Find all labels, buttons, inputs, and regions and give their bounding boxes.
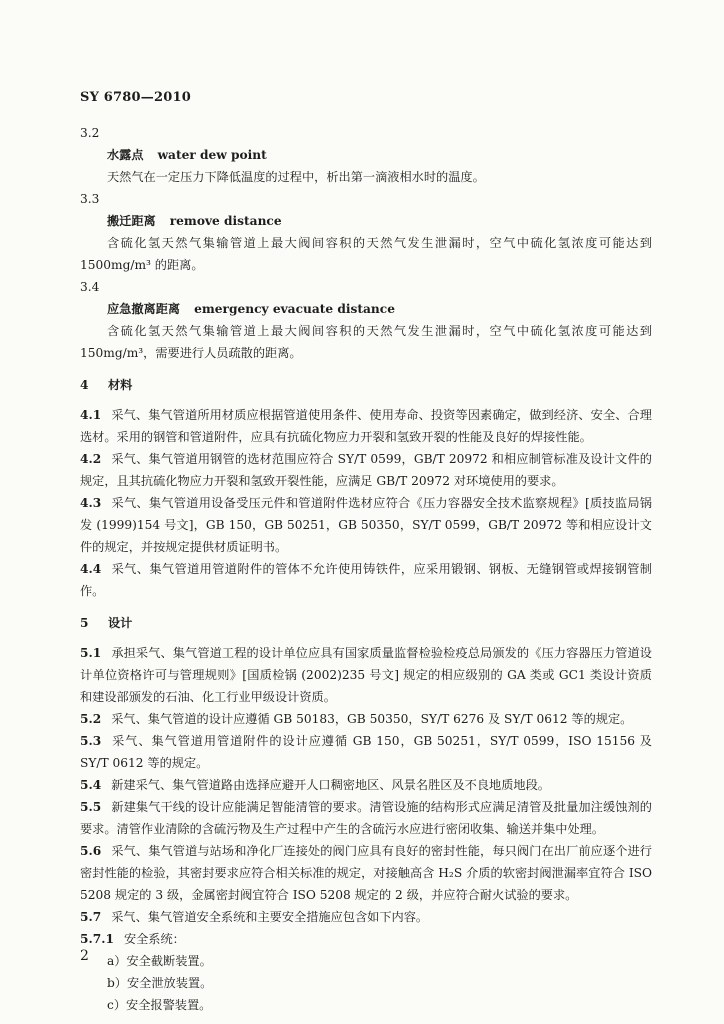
clause [80, 840, 652, 906]
clause-text: 安全系统： [123, 932, 185, 946]
term-definition: 含硫化氢天然气集输管道上最大阀间容积的天然气发生泄漏时，空气中硫化氢浓度可能达到150mg/m³，需要进行人员疏散的距离。 [80, 324, 652, 360]
standard-code: SY 6780—2010 [80, 90, 191, 105]
clause [80, 404, 652, 448]
list-item: b）安全泄放装置。 [107, 976, 213, 990]
clause-text: 承担采气、集气管道工程的设计单位应具有国家质量监督检验检疫总局颁发的《压力容器压力管道设计单位资格许可与管理规则》[国质检锅 (2002)235 号文] 规定的相应级别的 GA 类或 GC1 类设计资质和建设部颁发的石油、化工行业甲级设计资质。 [80, 646, 652, 704]
section-number: 5 [80, 616, 89, 630]
clause-text: 采气、集气管道用设备受压元件和管道附件选材应符合《压力容器安全技术监察规程》[质技监局锅发 (1999)154 号文]，GB 150，GB 50251，GB 50350，SY/T 0599，GB/T 20972 等和相应设计文件的规定，并按规定提供材质证明书。 [80, 496, 652, 554]
clause-number: 4.1 [80, 408, 102, 422]
clause [80, 730, 652, 774]
clause-number: 3.3 [80, 192, 100, 206]
page-number: 2 [80, 948, 89, 964]
clause-text: 采气、集气管道用管道附件的管体不允许使用铸铁件，应采用锻钢、钢板、无缝钢管或焊接钢管制作。 [80, 562, 652, 598]
section-title: 设计 [108, 616, 133, 630]
term-zh: 搬迁距离 [107, 214, 156, 228]
clause-number: 5.3 [80, 734, 102, 748]
clause-number: 3.2 [80, 126, 100, 140]
page-content [80, 122, 652, 1016]
clause-text: 采气、集气管道用管道附件的设计应遵循 GB 150，GB 50251，SY/T 0599，ISO 15156 及 SY/T 0612 等的规定。 [80, 734, 652, 770]
clause [80, 796, 652, 840]
clause-number: 5.2 [80, 712, 102, 726]
clause-text: 采气、集气管道用钢管的选材范围应符合 SY/T 0599，GB/T 20972 和相应制管标准及设计文件的规定，且其抗硫化物应力开裂和氢致开裂性能，应满足 GB/T 20972 对环境使用的要求。 [80, 452, 652, 488]
term-zh: 水露点 [107, 148, 144, 162]
clause-number: 4.2 [80, 452, 102, 466]
term-line [80, 298, 652, 320]
section-title: 材料 [108, 378, 133, 392]
list-item: c）安全报警装置。 [107, 998, 212, 1012]
clause [80, 708, 652, 730]
term-definition: 天然气在一定压力下降低温度的过程中，析出第一滴液相水时的温度。 [107, 170, 485, 184]
clause [80, 448, 652, 492]
clause-number: 5.4 [80, 778, 102, 792]
clause [80, 492, 652, 558]
term-line [80, 210, 652, 232]
clause [80, 642, 652, 708]
term-en: remove distance [169, 214, 282, 228]
section-heading [80, 612, 652, 634]
list-item: a）安全截断装置。 [107, 954, 212, 968]
section-heading [80, 374, 652, 396]
clause-number: 4.3 [80, 496, 102, 510]
clause-number: 4.4 [80, 562, 102, 576]
clause-text: 采气、集气管道的设计应遵循 GB 50183，GB 50350，SY/T 6276 及 SY/T 0612 等的规定。 [111, 712, 633, 726]
clause-number: 3.4 [80, 280, 100, 294]
clause [80, 906, 652, 928]
term-en: emergency evacuate distance [194, 302, 395, 316]
clause-text: 新建集气干线的设计应能满足智能清管的要求。清管设施的结构形式应满足清管及批量加注缓蚀剂的要求。清管作业清除的含硫污物及生产过程中产生的含硫污水应进行密闭收集、输送并集中处理。 [80, 800, 652, 836]
clause-number: 5.7 [80, 910, 102, 924]
term-en: water dew point [157, 148, 267, 162]
section-number: 4 [80, 378, 89, 392]
clause [80, 774, 652, 796]
clause-number: 5.6 [80, 844, 102, 858]
clause [80, 928, 652, 950]
term-definition: 含硫化氢天然气集输管道上最大阀间容积的天然气发生泄漏时，空气中硫化氢浓度可能达到1500mg/m³ 的距离。 [80, 236, 652, 272]
term-zh: 应急撤离距离 [107, 302, 181, 316]
clause-number: 5.1 [80, 646, 102, 660]
clause-number: 5.7.1 [80, 932, 114, 946]
term-line [80, 144, 652, 166]
clause-number: 5.5 [80, 800, 102, 814]
clause [80, 558, 652, 602]
clause-text: 采气、集气管道所用材质应根据管道使用条件、使用寿命、投资等因素确定，做到经济、安全、合理选材。采用的钢管和管道附件，应具有抗硫化物应力开裂和氢致开裂的性能及良好的焊接性能。 [80, 408, 652, 444]
clause-text: 采气、集气管道与站场和净化厂连接处的阀门应具有良好的密封性能，每只阀门在出厂前应逐个进行密封性能的检验，其密封要求应符合相关标准的规定，对接触高含 H₂S 介质的软密封阀泄漏率宜符合 ISO 5208 规定的 3 级，金属密封阀宜符合 ISO 5208 规定的 2 级，并应符合耐火试验的要求。 [80, 844, 652, 902]
clause-text: 采气、集气管道安全系统和主要安全措施应包含如下内容。 [111, 910, 429, 924]
clause-text: 新建采气、集气管道路由选择应避开人口稠密地区、风景名胜区及不良地质地段。 [111, 778, 550, 792]
